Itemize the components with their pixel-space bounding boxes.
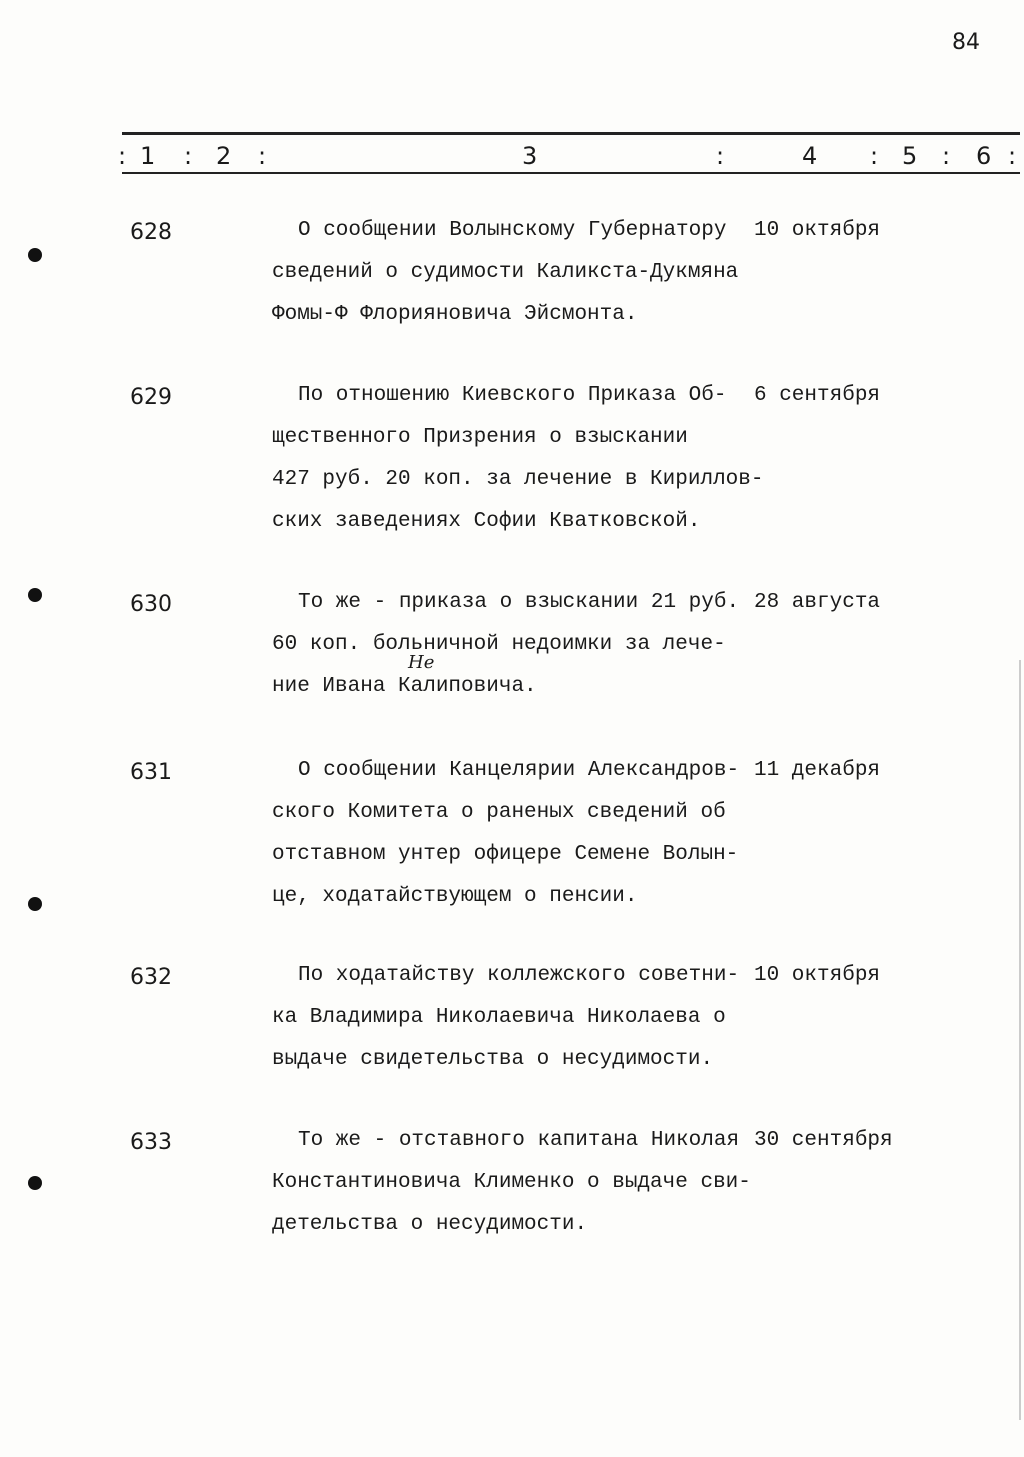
- entry-number: 631: [130, 760, 172, 785]
- table-header-top-rule: [122, 132, 1020, 135]
- description-line: сведений о судимости Каликста-Дукмяна: [272, 261, 739, 284]
- description-line: выдаче свидетельства о несудимости.: [272, 1048, 714, 1071]
- entry-date: 10 октября: [754, 219, 881, 242]
- column-header-4: 4: [802, 142, 818, 170]
- punch-hole-mark: [28, 248, 42, 262]
- description-line: ние Ивана Калиповича.: [272, 675, 537, 698]
- description-line: Константиновича Клименко о выдаче сви-: [272, 1171, 751, 1194]
- column-separator: :: [258, 142, 267, 170]
- entry-number: 628: [130, 220, 172, 245]
- entry-number: 633: [130, 1130, 172, 1155]
- column-separator: :: [716, 142, 725, 170]
- description-line: Фомы-Ф Флорияновича Эйсмонта.: [272, 303, 638, 326]
- description-line: То же - отставного капитана Николая: [298, 1129, 740, 1152]
- entry-date: 11 декабря: [754, 759, 881, 782]
- description-line: отставном унтер офицере Семене Волын-: [272, 843, 739, 866]
- column-separator: :: [118, 142, 127, 170]
- entry-date: 30 сентября: [754, 1129, 893, 1152]
- column-separator: :: [184, 142, 193, 170]
- column-header-3: 3: [522, 142, 538, 170]
- description-line: То же - приказа о взыскании 21 руб.: [298, 591, 740, 614]
- entry-date: 10 октября: [754, 964, 881, 987]
- description-line: 427 руб. 20 коп. за лечение в Кириллов-: [272, 468, 764, 491]
- description-line: щественного Призрения о взыскании: [272, 426, 688, 449]
- punch-hole-mark: [28, 897, 42, 911]
- description-line: О сообщении Канцелярии Александров-: [298, 759, 740, 782]
- entry-number: 629: [130, 385, 172, 410]
- handwritten-correction: Не: [408, 652, 435, 673]
- punch-hole-mark: [28, 588, 42, 602]
- column-header-6: 6: [976, 142, 992, 170]
- column-header-2: 2: [216, 142, 232, 170]
- description-line: детельства о несудимости.: [272, 1213, 588, 1236]
- description-line: ка Владимира Николаевича Николаева о: [272, 1006, 726, 1029]
- column-header-1: 1: [140, 142, 156, 170]
- entry-date: 28 августа: [754, 591, 881, 614]
- description-line: По ходатайству коллежского советни-: [298, 964, 740, 987]
- entry-description: [272, 375, 764, 543]
- entry-description: [272, 210, 752, 336]
- column-separator: :: [870, 142, 879, 170]
- description-line: це, ходатайствующем о пенсии.: [272, 885, 638, 908]
- column-separator: :: [942, 142, 951, 170]
- description-line: ского Комитета о раненых сведений об: [272, 801, 726, 824]
- column-separator: :: [1008, 142, 1017, 170]
- description-line: 60 коп. больничной недоимки за лече-: [272, 633, 726, 656]
- entry-description: [272, 955, 752, 1081]
- entry-date: 6 сентября: [754, 384, 881, 407]
- page-number: 84: [952, 30, 980, 55]
- description-line: ских заведениях Софии Кватковской.: [272, 510, 701, 533]
- entry-description: [272, 582, 752, 708]
- description-line: По отношению Киевского Приказа Об-: [298, 384, 727, 407]
- entry-description: [272, 1120, 752, 1246]
- entry-number: 632: [130, 965, 172, 990]
- page-edge-shadow: [1019, 660, 1021, 1420]
- column-header-5: 5: [902, 142, 918, 170]
- description-line: О сообщении Волынскому Губернатору: [298, 219, 727, 242]
- table-header-bottom-rule: [122, 172, 1020, 174]
- punch-hole-mark: [28, 1176, 42, 1190]
- entry-number: 630: [130, 592, 172, 617]
- entry-description: [272, 750, 752, 918]
